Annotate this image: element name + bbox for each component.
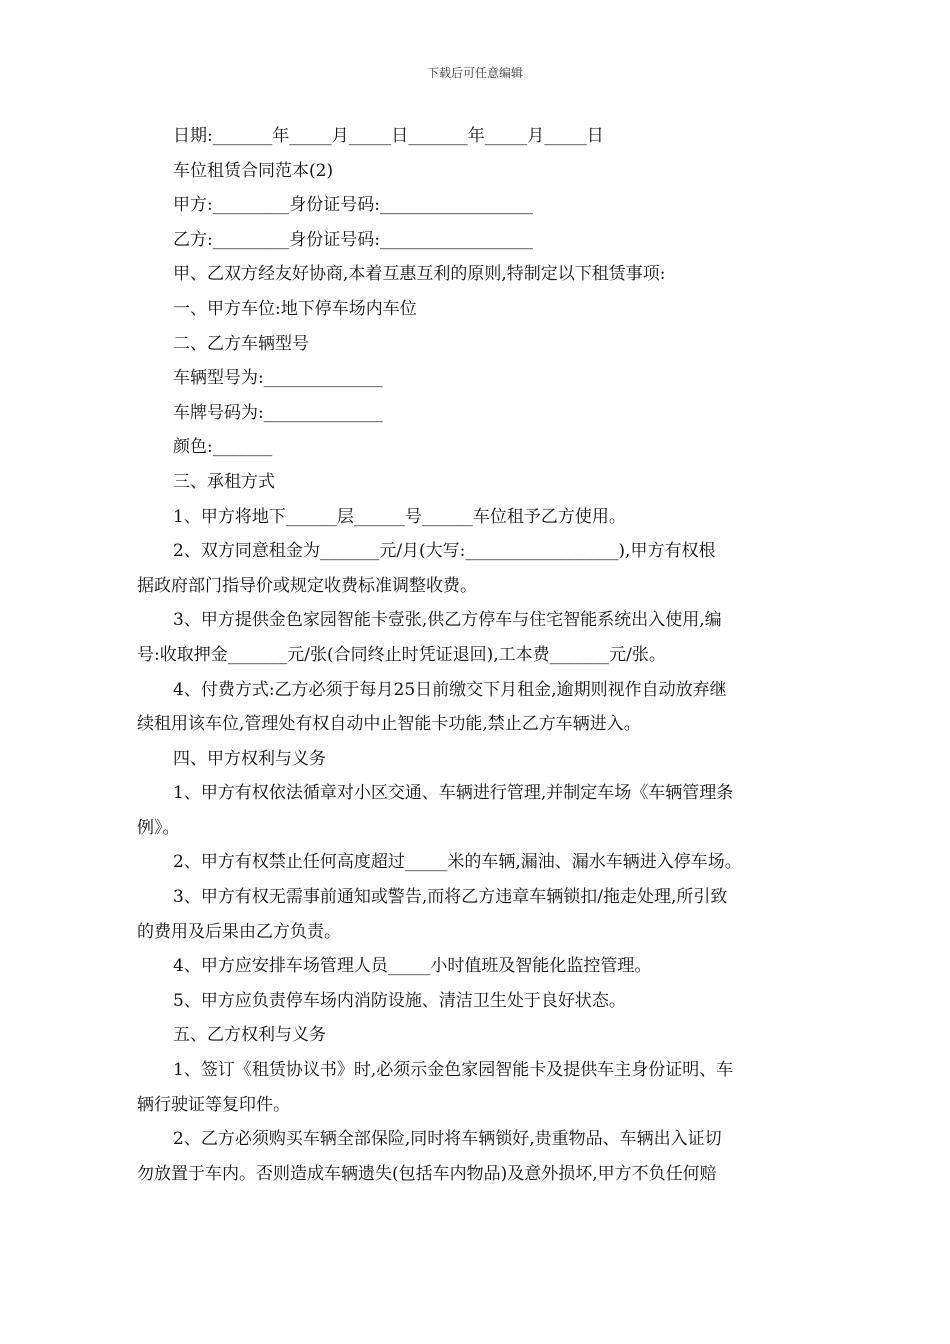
paragraph-line: 据政府部门指导价或规定收费标准调整收费。 [137, 575, 477, 596]
paragraph-line: 甲、乙双方经友好协商,本着互惠互利的原则,特制定以下租赁事项: [173, 264, 666, 285]
paragraph-line: 乙方:_________身份证号码:__________________ [173, 229, 533, 250]
paragraph-line: 颜色:_______ [173, 437, 273, 458]
paragraph-line: 辆行驶证等复印件。 [137, 1094, 290, 1115]
paragraph-line: 3、甲方有权无需事前通知或警告,而将乙方违章车辆锁扣/拖走处理,所引致 [173, 887, 728, 908]
paragraph-line: 例》。 [137, 817, 180, 838]
paragraph-line: 车位租赁合同范本(2) [173, 160, 334, 181]
paragraph-line: 日期:_______年_____月_____日_______年_____月_____日 [173, 126, 604, 146]
paragraph-line: 5、甲方应负责停车场内消防设施、清洁卫生处于良好状态。 [173, 990, 626, 1011]
paragraph-line: 1、甲方有权依法循章对小区交通、车辆进行管理,并制定车场《车辆管理条 [173, 783, 734, 804]
paragraph-line: 1、甲方将地下______层______号______车位租予乙方使用。 [173, 506, 626, 527]
paragraph-line: 甲方:_________身份证号码:__________________ [173, 195, 533, 216]
paragraph-line: 一、甲方车位:地下停车场内车位 [173, 298, 417, 319]
paragraph-line: 五、乙方权利与义务 [173, 1025, 326, 1046]
paragraph-line: 车辆型号为:______________ [173, 368, 383, 389]
paragraph-line: 二、乙方车辆型号 [173, 333, 309, 354]
paragraph-line: 4、甲方应安排车场管理人员_____小时值班及智能化监控管理。 [173, 956, 652, 977]
paragraph-line: 续租用该车位,管理处有权自动中止智能卡功能,禁止乙方车辆进入。 [137, 714, 641, 735]
paragraph-line: 勿放置于车内。否则造成车辆遗失(包括车内物品)及意外损坏,甲方不负任何赔 [137, 1163, 717, 1184]
paragraph-line: 2、双方同意租金为_______元/月(大写:__________________),甲方有权根 [173, 541, 716, 562]
paragraph-line: 2、乙方必须购买车辆全部保险,同时将车辆锁好,贵重物品、车辆出入证切 [173, 1129, 722, 1150]
paragraph-line: 2、甲方有权禁止任何高度超过_____米的车辆,漏油、漏水车辆进入停车场。 [173, 852, 742, 873]
document-body [137, 119, 813, 1191]
paragraph-line: 号:收取押金_______元/张(合同终止时凭证退回),工本费_______元/张。 [137, 644, 666, 665]
paragraph-line: 三、承租方式 [173, 471, 275, 492]
paragraph-line: 的费用及后果由乙方负责。 [137, 921, 341, 942]
paragraph-line: 3、甲方提供金色家园智能卡壹张,供乙方停车与住宅智能系统出入使用,编 [173, 610, 722, 631]
page-header: 下载后可任意编辑 [426, 66, 523, 80]
paragraph-line: 1、签订《租赁协议书》时,必须示金色家园智能卡及提供车主身份证明、车 [173, 1060, 734, 1081]
paragraph-line: 四、甲方权利与义务 [173, 748, 326, 769]
paragraph-line: 4、付费方式:乙方必须于每月25日前缴交下月租金,逾期则视作自动放弃继 [173, 679, 727, 700]
paragraph-line: 车牌号码为:______________ [173, 402, 383, 423]
